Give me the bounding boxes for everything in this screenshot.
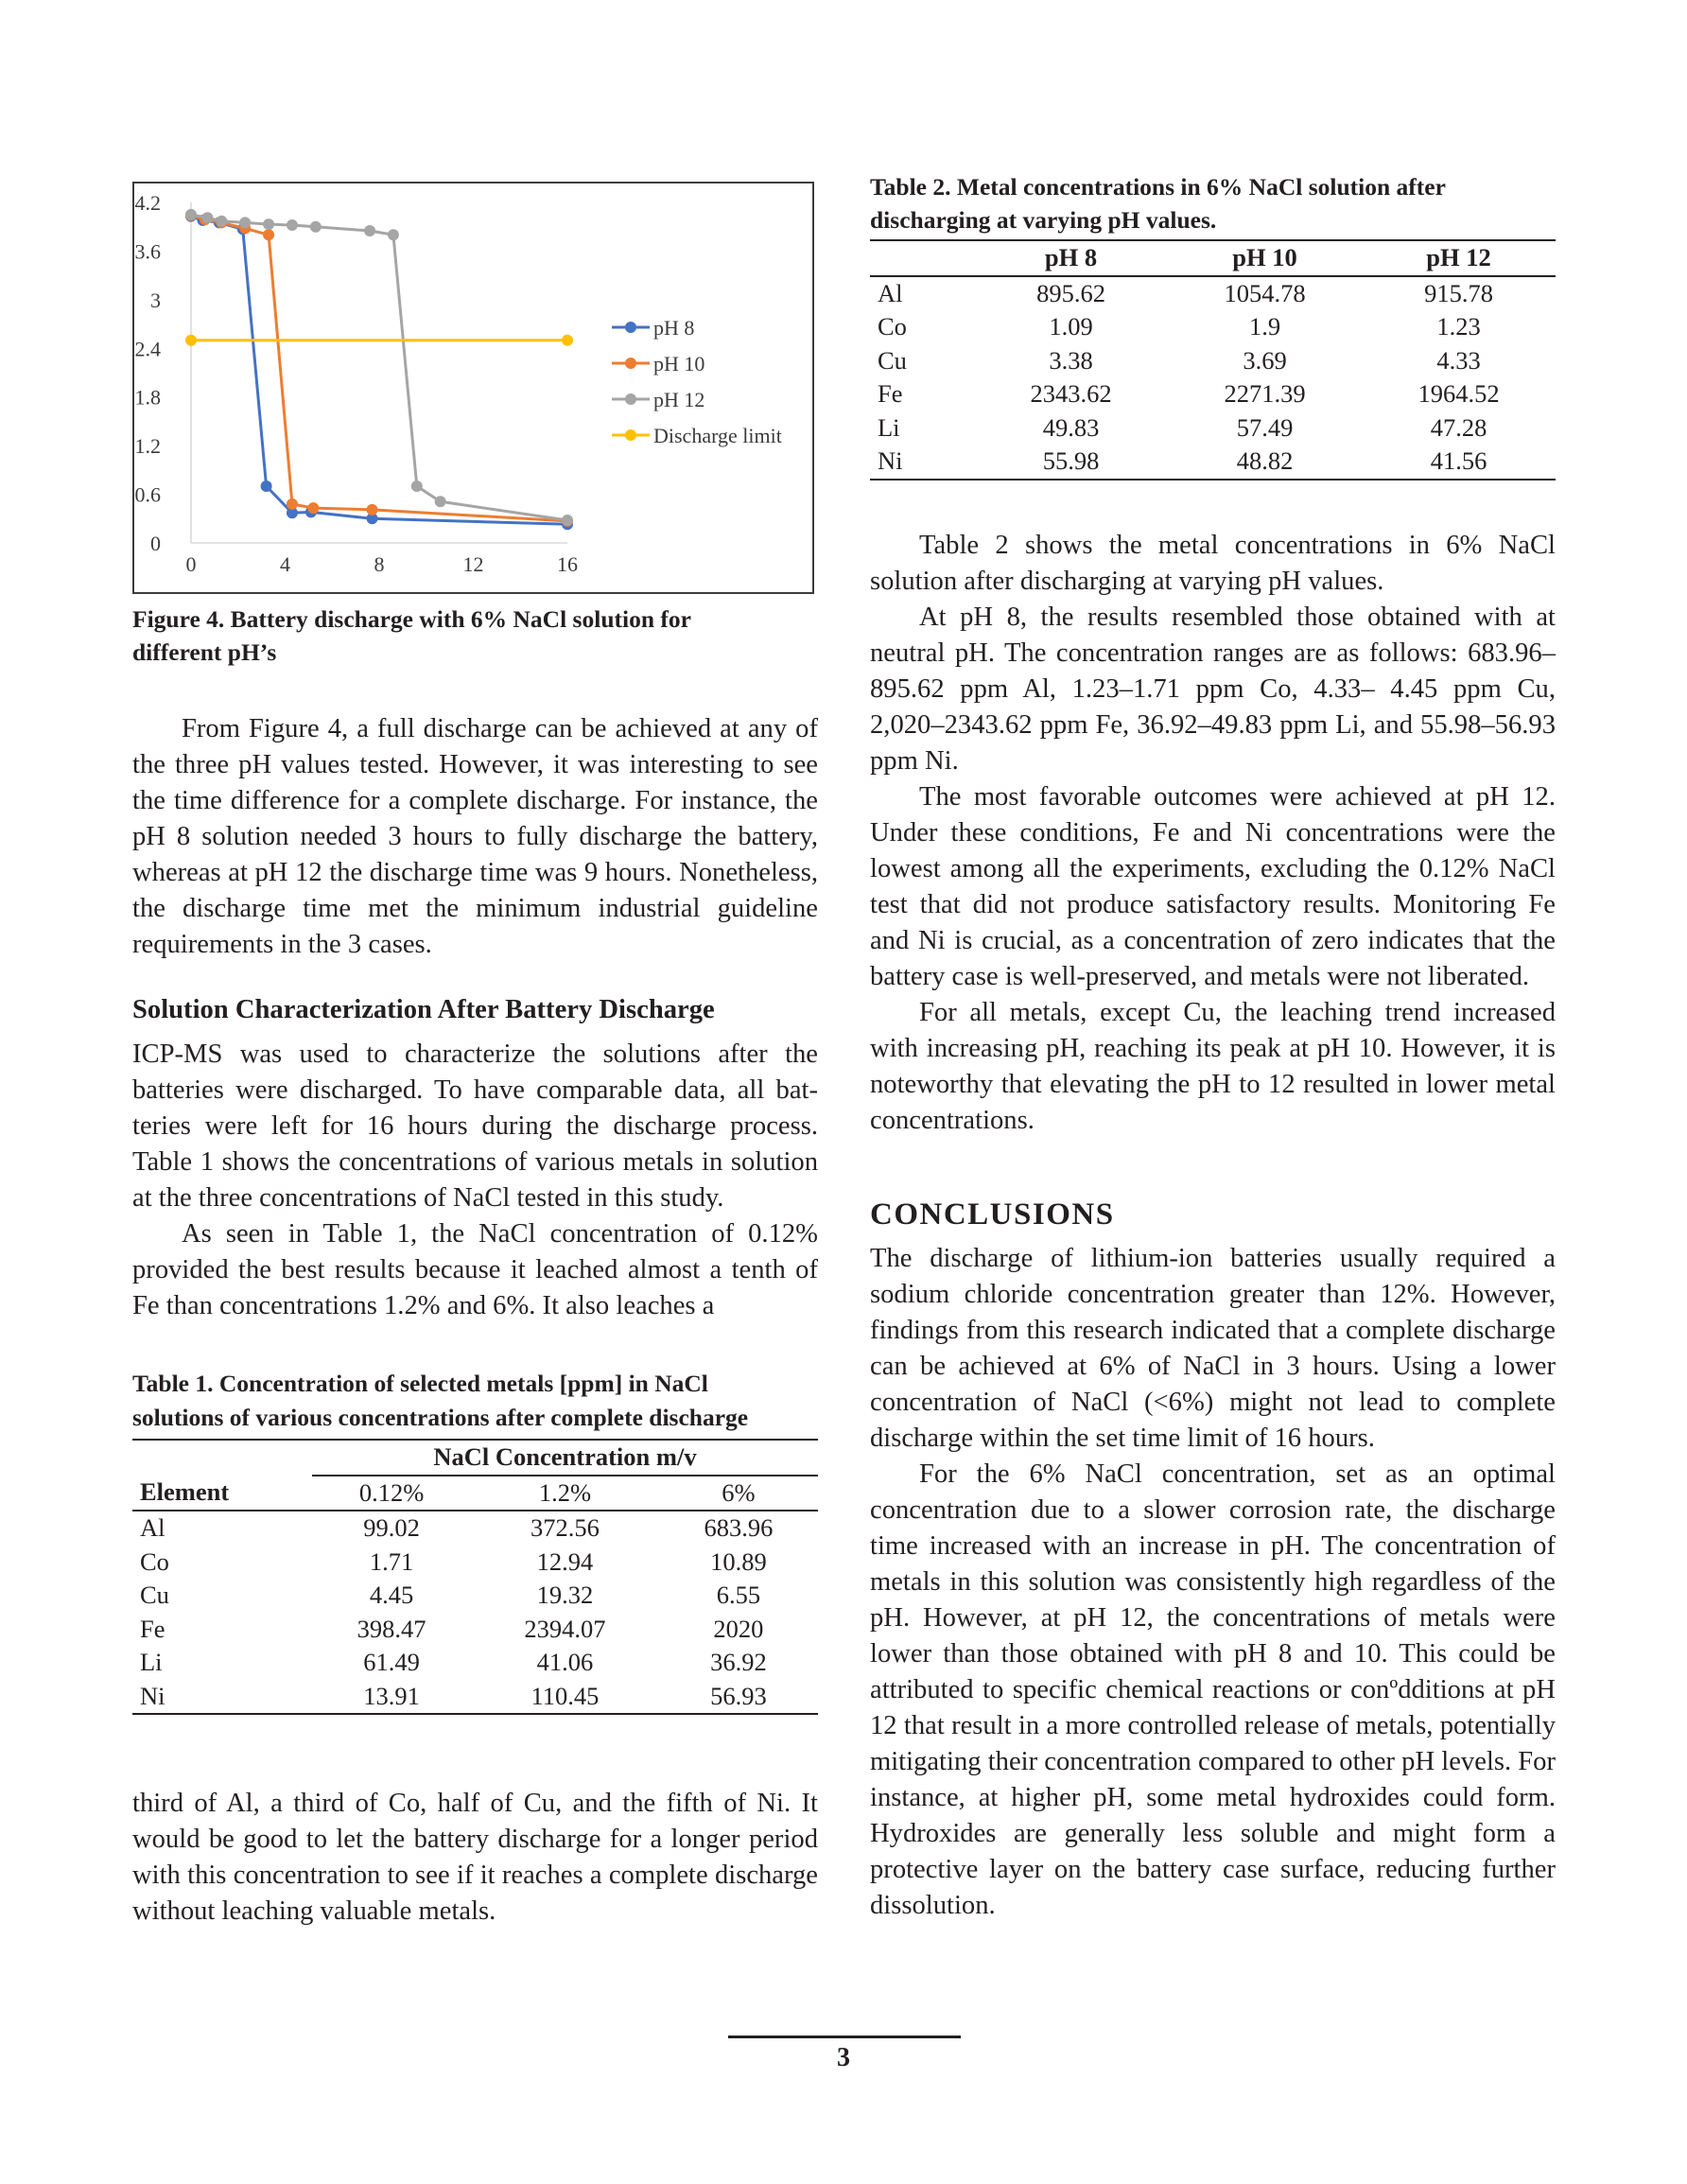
t1-element-cell: Ni	[140, 1681, 165, 1710]
data-point	[287, 498, 298, 510]
left-paragraph-3: As seen in Table 1, the NaCl concentration of 0.12% provided the best results because it leached almost a tenth of Fe than concentrations 1.2% and 6%. It also leaches a	[132, 1219, 818, 1320]
table-2	[870, 239, 1556, 480]
table-2-caption	[870, 170, 1556, 236]
table-1-caption-line2: solutions of various concentrations after complete discharge	[132, 1404, 749, 1431]
t2-value-cell: 3.38	[1049, 345, 1093, 375]
t1-element-cell: Li	[140, 1648, 163, 1676]
table-1-col-6: 6%	[722, 1477, 756, 1507]
y-tick-label: 1.2	[134, 434, 161, 459]
t2-value-cell: 1054.78	[1224, 278, 1306, 307]
table-2-block	[870, 170, 1556, 480]
t1-value-cell: 2394.07	[524, 1614, 606, 1643]
t2-value-cell: 55.98	[1042, 446, 1100, 475]
t1-element-cell: Al	[140, 1513, 165, 1542]
data-point	[239, 217, 251, 228]
t1-value-cell: 372.56	[530, 1513, 600, 1542]
t2-value-cell: 1964.52	[1417, 379, 1500, 408]
figure-4-caption-line1: Figure 4. Battery discharge with 6% NaCl solution for	[132, 605, 691, 633]
t1-value-cell: 10.89	[710, 1546, 767, 1576]
figure-4-caption	[132, 603, 818, 669]
t2-value-cell: 4.33	[1436, 345, 1481, 375]
table-1-caption	[132, 1367, 818, 1435]
t2-row	[870, 310, 1556, 344]
data-point	[201, 212, 213, 223]
table-2-col-blank	[870, 240, 974, 276]
series-line	[191, 217, 567, 525]
y-tick-label: 4.2	[134, 191, 161, 215]
series-ph-10	[185, 210, 573, 527]
legend-label: pH 10	[653, 352, 705, 376]
data-point	[287, 219, 298, 231]
t1-value-cell: 110.45	[530, 1681, 600, 1710]
t2-value-cell: 57.49	[1236, 412, 1294, 442]
data-point	[261, 480, 272, 492]
t2-value-cell: 2271.39	[1224, 379, 1306, 408]
table-2-col-ph12: pH 12	[1426, 243, 1491, 271]
left-paragraph-4: third of Al, a third of Co, half of Cu, and the fifth of Ni. It would be good to let the battery discharge for a longer period with this concentration to see if it reaches a complete discharge without leaching valuable metals.	[132, 1789, 818, 1926]
t2-value-cell: 41.56	[1430, 446, 1487, 475]
legend-label: pH 8	[653, 316, 695, 340]
t2-value-cell: 1.09	[1049, 312, 1093, 341]
legend-swatch-marker	[625, 322, 636, 333]
table-1	[132, 1439, 818, 1715]
legend-entry	[612, 352, 704, 376]
t1-value-cell: 1.71	[369, 1546, 414, 1576]
t1-element-cell: Cu	[140, 1581, 169, 1609]
data-point	[562, 335, 573, 346]
t1-value-cell: 56.93	[710, 1681, 767, 1710]
figure-4-chart	[134, 183, 812, 592]
t1-row	[132, 1680, 818, 1715]
legend-entry	[612, 388, 704, 411]
right-paragraph-2: At pH 8, the results resembled those obtained with at neutral pH. The concentration ranges are as follows: 683.96–895.62 ppm Al, 1.23–1.71 ppm Co, 4.33– 4.45 ppm Cu, 2,020–2343.62 ppm Fe, 36.92–49.83 ppm Li, and 55.98–56.93 ppm Ni.	[870, 603, 1556, 776]
table-1-header-row	[132, 1476, 818, 1511]
t2-element-cell: Fe	[878, 379, 903, 408]
y-tick-label: 0.6	[134, 482, 161, 507]
t2-value-cell: 48.82	[1236, 446, 1294, 475]
data-point	[310, 221, 322, 233]
legend-swatch-marker	[625, 429, 636, 441]
t2-row	[870, 445, 1556, 480]
data-point	[388, 229, 399, 240]
t1-value-cell: 19.32	[536, 1581, 594, 1609]
figure-4-caption-line2: different pH’s	[132, 638, 277, 666]
table-1-block	[132, 1367, 818, 1715]
data-point	[562, 515, 573, 526]
x-tick-label: 12	[462, 552, 484, 576]
legend-swatch-marker	[625, 358, 636, 369]
t1-value-cell: 12.94	[536, 1546, 594, 1576]
table-2-col-ph10: pH 10	[1232, 243, 1297, 271]
table-1-group-header-row	[132, 1440, 818, 1476]
t2-element-cell: Ni	[878, 446, 903, 475]
t1-value-cell: 6.55	[716, 1581, 761, 1609]
t2-row	[870, 411, 1556, 446]
t1-value-cell: 398.47	[357, 1614, 426, 1643]
data-point	[367, 504, 378, 515]
table-2-col-ph8: pH 8	[1044, 243, 1098, 271]
legend-label: Discharge limit	[653, 424, 782, 447]
series-ph-12	[185, 209, 573, 526]
data-point	[185, 335, 197, 346]
t1-value-cell: 61.49	[363, 1648, 420, 1676]
t2-value-cell: 49.83	[1042, 412, 1100, 442]
data-point	[411, 480, 423, 492]
section-heading-solution-characterization: Solution Characterization After Battery Discharge	[132, 995, 715, 1024]
page-number: 3	[837, 2043, 850, 2072]
table-1-col-1.2: 1.2%	[538, 1477, 592, 1507]
t2-value-cell: 1.9	[1248, 312, 1281, 341]
t2-row	[870, 377, 1556, 411]
t1-value-cell: 683.96	[704, 1513, 774, 1542]
x-tick-label: 16	[557, 552, 578, 576]
t2-element-cell: Li	[878, 412, 900, 442]
right-paragraph-5: The discharge of lithium-ion batteries usually required a sodium chloride concentration greater than 12%. However, findings from this research indicated that a complete discharge can be achieved at 6% of NaCl in 3 hours. Using a lower concentration of NaCl (<6%) might not lead to complete discharge within the set time limit of 16 hours.	[870, 1244, 1556, 1453]
y-tick-label: 3.6	[134, 239, 161, 264]
t1-row	[132, 1613, 818, 1647]
legend-entry	[612, 316, 694, 340]
table-1-col-element: Element	[140, 1477, 230, 1506]
t2-value-cell: 895.62	[1036, 278, 1105, 307]
x-tick-label: 0	[185, 552, 197, 576]
table-1-caption-line1: Table 1. Concentration of selected metals [ppm] in NaCl	[132, 1370, 708, 1397]
table-2-caption-line1: Table 2. Metal concentrations in 6% NaCl solution after	[870, 173, 1446, 201]
y-tick-label: 1.8	[134, 385, 161, 410]
conclusions-heading: CONCLUSIONS	[870, 1197, 1115, 1232]
table-1-group-header: NaCl Concentration m/v	[312, 1440, 818, 1476]
table-2-header-row	[870, 240, 1556, 276]
y-tick-label: 2.4	[134, 337, 161, 361]
t2-value-cell: 2343.62	[1030, 379, 1112, 408]
t2-element-cell: Cu	[878, 345, 907, 375]
t2-value-cell: 1.23	[1436, 312, 1481, 341]
series-ph-8	[185, 211, 573, 531]
t1-value-cell: 4.45	[369, 1581, 414, 1609]
data-point	[364, 225, 375, 236]
right-paragraph-3: The most favorable outcomes were achieved at pH 12. Under these conditions, Fe and Ni concentrations were the lowest among all the experiments, excluding the 0.12% NaCl test that did not produce satisfactory results. Monitoring Fe and Ni is crucial, as a concentration of zero indicates that the battery case is well-preserved, and metals were not liberated.	[870, 782, 1556, 991]
data-point	[216, 216, 227, 227]
data-point	[435, 496, 446, 507]
series-line	[191, 216, 567, 521]
data-point	[185, 209, 197, 220]
table-2-caption-line2: discharging at varying pH values.	[870, 206, 1217, 234]
data-point	[263, 229, 274, 240]
y-tick-label: 3	[150, 288, 161, 312]
legend-label: pH 12	[653, 388, 705, 411]
t2-element-cell: Al	[878, 278, 903, 307]
right-paragraph-6: For the 6% NaCl concentration, set as an optimal concentration due to a slower corrosion rate, the discharge time increased with an increase in pH. The concentration of metals in this solution was consistently high regardless of the pH. However, at pH 12, the concentrations of metals were lower than those obtained with pH 8 and 10. This could be attributed to specific chemical reactions or conºdditions at pH 12 that result in a more controlled release of metals, potentially mitigating their concentration compared to other pH levels. For instance, at higher pH, some metal hydroxides could form. Hydroxides are generally less soluble and might form a protective layer on the battery case surface, reducing further dissolution.	[870, 1459, 1556, 1920]
footer-rule	[728, 2035, 961, 2038]
right-paragraph-1: Table 2 shows the metal concentrations in 6% NaCl solution after discharging at varying pH values.	[870, 531, 1556, 596]
left-paragraph-1: From Figure 4, a full discharge can be achieved at any of the three pH values tested. However, it was interesting to see the time difference for a complete discharge. For instance, the pH 8 solution needed 3 hours to fully discharge the battery, whereas at pH 12 the discharge time was 9 hours. Nonetheless, the discharge time met the minimum industrial guideline requirements in the 3 cases.	[132, 714, 818, 959]
series-discharge-limit	[185, 335, 573, 346]
series-line	[191, 215, 567, 520]
t1-value-cell: 13.91	[363, 1681, 420, 1710]
t2-value-cell: 3.69	[1243, 345, 1287, 375]
t1-value-cell: 2020	[713, 1614, 764, 1643]
t1-row	[132, 1546, 818, 1580]
right-paragraph-4: For all metals, except Cu, the leaching trend increased with increasing pH, reaching its peak at pH 10. However, it is noteworthy that elevating the pH to 12 resulted in lower metal concentrations.	[870, 998, 1556, 1135]
t1-element-cell: Fe	[140, 1614, 165, 1643]
t1-value-cell: 36.92	[710, 1648, 767, 1676]
t2-value-cell: 915.78	[1424, 278, 1493, 307]
data-point	[263, 218, 274, 230]
t2-value-cell: 47.28	[1430, 412, 1487, 442]
data-point	[307, 502, 319, 514]
t1-row	[132, 1511, 818, 1546]
t1-value-cell: 41.06	[536, 1648, 594, 1676]
table-1-col-0.12: 0.12%	[358, 1477, 425, 1507]
figure-4-chart-frame	[132, 182, 814, 594]
t1-value-cell: 99.02	[363, 1513, 420, 1542]
t2-row	[870, 344, 1556, 378]
legend-entry	[612, 424, 782, 447]
t2-row	[870, 276, 1556, 311]
y-tick-label: 0	[150, 532, 161, 555]
x-tick-label: 8	[374, 552, 385, 576]
t2-element-cell: Co	[878, 312, 907, 341]
t1-row	[132, 1646, 818, 1680]
left-paragraph-2: ICP-MS was used to characterize the solutions after the batteries were discharged. To have comparable data, all batteries were left for 16 hours during the discharge process. Table 1 shows the concentrations of various metals in solution at the three concentrations of NaCl tested in this study.	[132, 1040, 818, 1213]
x-tick-label: 4	[280, 552, 290, 576]
t1-element-cell: Co	[140, 1546, 169, 1576]
t1-row	[132, 1579, 818, 1613]
legend-swatch-marker	[625, 393, 636, 405]
